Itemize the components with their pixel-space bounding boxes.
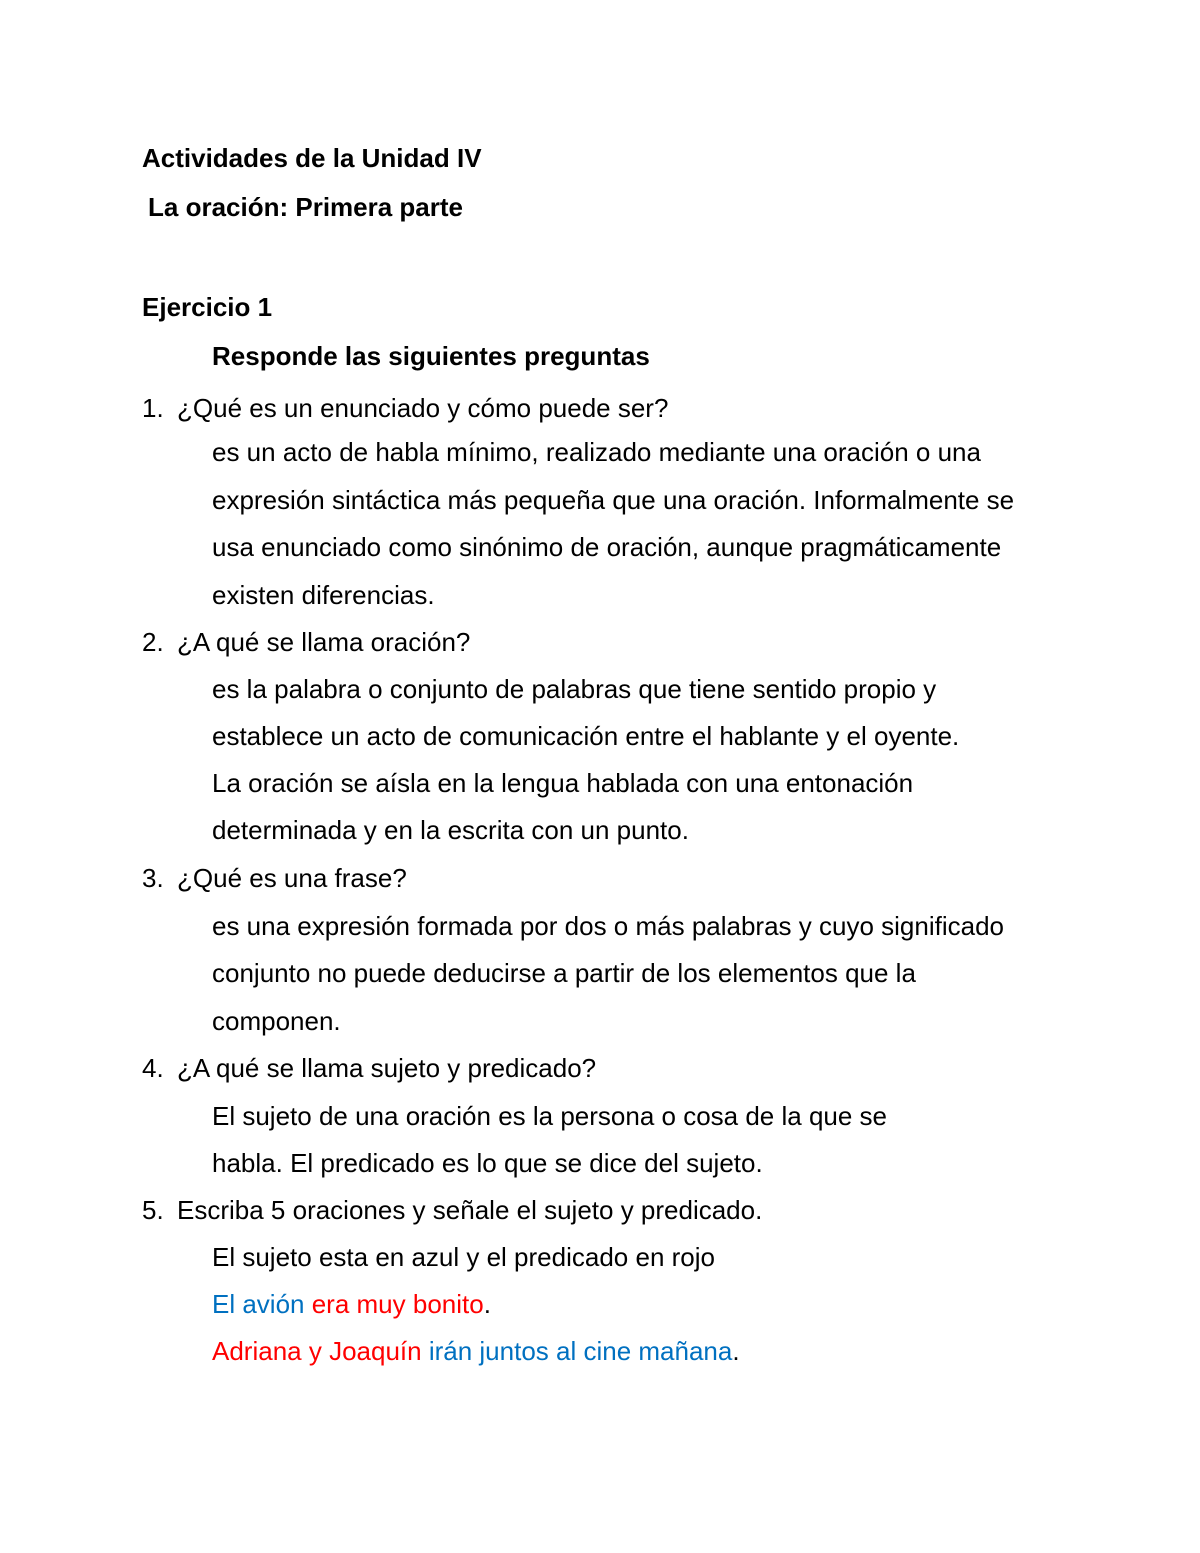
document-title: Actividades de la Unidad IV [142,143,482,173]
exercise-instruction: Responde las siguientes preguntas [212,341,650,371]
question-text: ¿Qué es una frase? [177,863,407,893]
answer-line: establece un acto de comunicación entre el hablante y el oyente. [212,721,960,751]
question-number: 5. [142,1195,164,1225]
answer-line: existen diferencias. [212,580,435,610]
question-text: Escriba 5 oraciones y señale el sujeto y predicado. [177,1195,763,1225]
answer-line: determinada y en la escrita con un punto. [212,815,689,845]
question-number: 1. [142,393,164,423]
exercise-title: Ejercicio 1 [142,292,273,322]
example-sentence [212,1289,491,1319]
question-text: ¿A qué se llama oración? [177,627,471,657]
question-text: ¿A qué se llama sujeto y predicado? [177,1053,597,1083]
sentence-subject: El avión [212,1289,305,1319]
answer-line: expresión sintáctica más pequeña que una oración. Informalmente se [212,485,1015,515]
question-number: 3. [142,863,164,893]
answer-line: es un acto de habla mínimo, realizado mediante una oración o una [212,437,981,467]
sentence-predicate: era muy bonito [304,1289,484,1319]
answer-line: La oración se aísla en la lengua hablada con una entonación [212,768,914,798]
sentence-period: . [483,1289,491,1319]
answer-line: habla. El predicado es lo que se dice del sujeto. [212,1148,763,1178]
example-sentence [212,1336,740,1366]
answer-line: El sujeto de una oración es la persona o cosa de la que se [212,1101,888,1131]
answer-line: conjunto no puede deducirse a partir de los elementos que la [212,958,916,988]
answer-line: El sujeto esta en azul y el predicado en rojo [212,1242,715,1272]
question-number: 2. [142,627,164,657]
document-subtitle: La oración: Primera parte [148,192,463,222]
question-text: ¿Qué es un enunciado y cómo puede ser? [177,393,669,423]
answer-line: usa enunciado como sinónimo de oración, aunque pragmáticamente [212,532,1002,562]
sentence-subject: Adriana y Joaquín [212,1336,422,1366]
answer-line: es una expresión formada por dos o más palabras y cuyo significado [212,911,1004,941]
answer-line: componen. [212,1006,341,1036]
sentence-period: . [732,1336,740,1366]
question-number: 4. [142,1053,164,1083]
sentence-predicate: irán juntos al cine mañana [421,1336,733,1366]
answer-line: es la palabra o conjunto de palabras que tiene sentido propio y [212,674,937,704]
